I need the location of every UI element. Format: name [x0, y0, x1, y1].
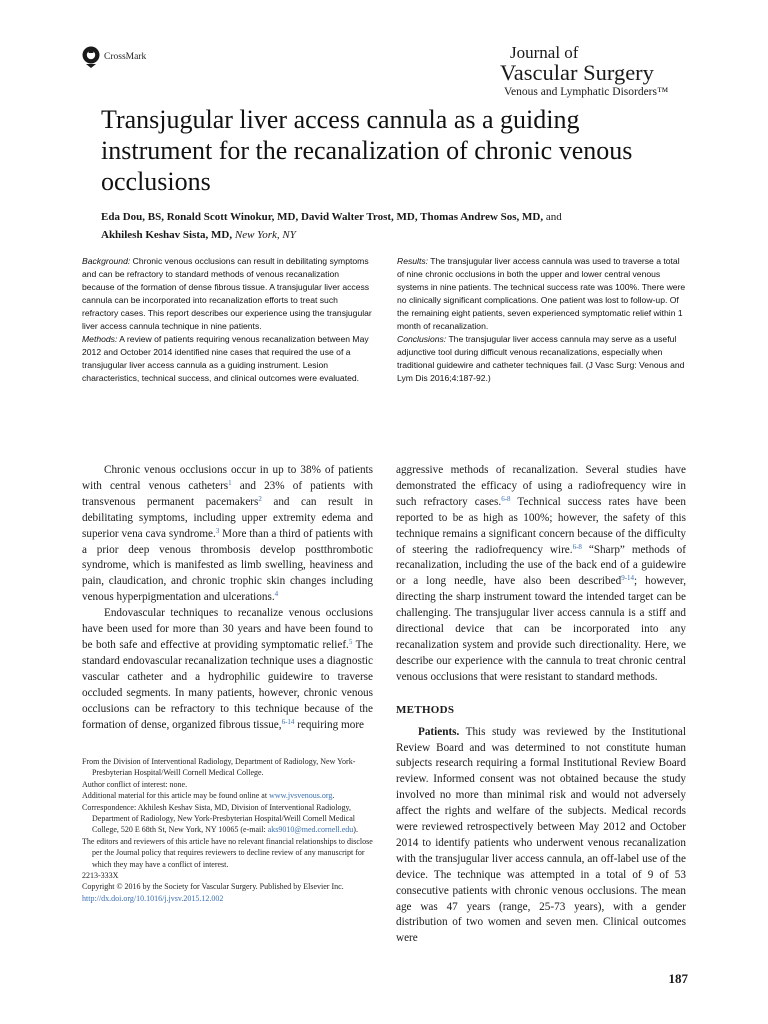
doi-link[interactable]: http://dx.doi.org/10.1016/j.jvsv.2015.12.002: [82, 893, 224, 903]
patients-heading: Patients.: [418, 725, 460, 738]
body-text: This study was reviewed by the Institutional Review Board and was determined to not constitute human subjects research requiring a formal Institutional Review Board review. Informed consent was not obtained because the study involved no more than minimal risk and would not adversely affect the rights and welfare of the subjects. Medical records were reviewed retrospectively between May 2012 and October 2014 to identify patients who underwent venous recanalization with the transjugular liver access cannula, an off-label use of the device. The technique was attempted in a total of 9 of 53 consecutive patients with chronic venous occlusions. The mean age was 47 years (range, 25-73 years), with a gender distribution of two women and seven men. Clinical outcomes were: [396, 725, 686, 945]
author-list: [101, 208, 661, 244]
abstract-background: [82, 255, 372, 333]
footnote-text: .: [332, 791, 335, 801]
reference-link[interactable]: 1: [228, 478, 232, 487]
author-and: and: [543, 211, 562, 223]
conclusions-label: Conclusions:: [397, 334, 447, 344]
body-text: aggressive methods of recanalization. Several studies have demonstrated the efficacy of using a radiofrequency wire in such refractory cases.: [396, 464, 686, 508]
footnote-correspondence: [82, 802, 373, 836]
body-paragraph: [396, 725, 686, 948]
footnote-additional: [82, 790, 373, 801]
body-paragraph: [82, 463, 373, 606]
body-text: The standard endovascular recanalization technique uses a diagnostic vascular catheter and a hydrophilic guidewire to traverse occluded segments. In many patients, however, chronic venous occlusions can be refractory to this technique because of the formation of dense, organized fibrous tissue,: [82, 638, 373, 731]
footnote-conflict: Author conflict of interest: none.: [82, 779, 188, 789]
reference-link[interactable]: 6-8: [572, 542, 582, 551]
page-number: 187: [668, 971, 688, 986]
reference-link[interactable]: 2: [258, 494, 262, 503]
journal-masthead: [500, 44, 680, 99]
footnote-issn: 2213-333X: [82, 871, 119, 881]
journal-name: Vascular Surgery: [500, 60, 654, 85]
methods-text: A review of patients requiring venous recanalization between May 2012 and October 2014 identified nine cases that required the use of a transjugular liver access cannula as a guiding instrument. Lesion characteristics, technical success, and clinical outcomes were evaluated.: [82, 334, 369, 383]
body-text: Chronic venous occlusions occur in up to 38% of patients with central venous catheters: [82, 464, 373, 492]
body-text: Technical success rates have been reported to be as high as 100%; however, the safety of this technique remains a significant concern because of the difficulty of steering the radiofrequency wire.: [396, 495, 686, 556]
reference-link[interactable]: 5: [348, 637, 353, 646]
abstract-results: [397, 255, 689, 333]
footnote-text: Correspondence: Akhilesh Keshav Sista, MD, Division of Interventional Radiology, Department of Radiology, New York-Presbyterian Hospital/Weill Cornell Medical College, 520 E 68th St, New York, NY 10065 (e-mail:: [82, 802, 356, 835]
footnote-text: ).: [353, 825, 358, 835]
background-text: Chronic venous occlusions can result in debilitating symptoms and can be refractory to standard methods of venous recanalization because of the formation of dense fibrous tissue. A transjugular liver access cannula can be incorporated into recanalization efforts to treat such refractory cases. This report describes our experience using the transjugular liver access cannula technique in nine patients.: [82, 256, 372, 331]
footnote-text: Additional material for this article may be found online at: [82, 791, 270, 801]
body-column-left: [82, 463, 373, 733]
body-paragraph: [396, 463, 686, 686]
body-text: “Sharp” methods of recanalization, including the use of the back end of a guidewire or a long needle, have also been described: [396, 543, 686, 588]
body-text: ; however, directing the sharp instrument toward the intended target can be challenging. The transjugular liver access cannula is a stiff and directional device that can be incorporated into any recanalization system and provide such directionality. Here, we describe our experience with the cannula to treat chronic central venous occlusions that were resistant to standard methods.: [396, 575, 686, 683]
reference-link[interactable]: 6-8: [501, 494, 511, 503]
reference-link[interactable]: 9-14: [621, 574, 635, 583]
body-text: More than a third of patients with a prior deep venous thrombosis develop postthrombotic syndrome, which is manifested as limb swelling, heaviness and pain, claudication, and chronic trophic skin changes including venous hyperpigmentation and ulcerations.: [82, 527, 373, 604]
journal-subtitle: Venous and Lymphatic Disorders™: [504, 86, 669, 98]
reference-link[interactable]: 4: [274, 590, 279, 599]
reference-link[interactable]: 3: [215, 526, 220, 535]
footnotes: [82, 756, 373, 904]
author-names: Eda Dou, BS, Ronald Scott Winokur, MD, David Walter Trost, MD, Thomas Andrew Sos, MD,: [101, 211, 544, 223]
journal-website-link[interactable]: www.jvsvenous.org: [269, 791, 333, 801]
crossmark-icon: [82, 45, 100, 69]
crossmark-label: CrossMark: [104, 52, 147, 62]
body-text: Endovascular techniques to recanalize venous occlusions have been used for more than 30 years and have been found to be both safe and effective at providing symptomatic relief.: [82, 607, 373, 651]
footnote-copyright: Copyright © 2016 by the Society for Vascular Surgery. Published by Elsevier Inc.: [82, 882, 344, 892]
reference-link[interactable]: 6-14: [281, 717, 295, 726]
body-column-right: [396, 463, 686, 947]
body-text: and can result in debilitating symptoms, including upper extremity edema and superior vena cava syndrome.: [82, 495, 373, 540]
body-text: requiring more: [294, 718, 365, 731]
footnote-affiliation: From the Division of Interventional Radiology, Department of Radiology, New York-Presbyterian Hospital/Weill Cornell Medical College.: [82, 757, 356, 778]
footnote-editors: The editors and reviewers of this article have no relevant financial relationships to disclose per the Journal policy that requires reviewers to decline review of any manuscript for which they may have a conflict of interest.: [82, 836, 373, 869]
abstract-methods: [82, 333, 372, 385]
body-paragraph: [82, 606, 373, 733]
abstract-left: [82, 255, 372, 385]
journal-line-1: Journal of: [510, 43, 579, 62]
results-label: Results:: [397, 256, 429, 266]
email-link[interactable]: aks9010@med.cornell.edu: [267, 825, 354, 835]
methods-heading: METHODS: [396, 703, 455, 716]
author-last: Akhilesh Keshav Sista, MD,: [101, 229, 233, 241]
results-text: The transjugular liver access cannula was used to traverse a total of nine chronic occlusions in both the upper and lower central venous systems in nine patients. The technical success rate was 100%. There were no clinically significant complications. One patient was lost to follow-up. Of the remaining eight patients, seven experienced symptomatic relief within 1 month of recanalization.: [397, 256, 686, 331]
abstract-conclusions: [397, 333, 689, 385]
abstract-right: [397, 255, 689, 385]
author-location: New York, NY: [234, 229, 296, 241]
body-text: and 23% of patients with transvenous permanent pacemakers: [82, 479, 373, 508]
methods-label: Methods:: [82, 334, 118, 344]
background-label: Background:: [82, 256, 131, 266]
article-title: Transjugular liver access cannula as a guiding instrument for the recanalization of chronic venous occlusions: [101, 105, 633, 196]
crossmark-badge[interactable]: [82, 45, 146, 69]
conclusions-text: The transjugular liver access cannula may serve as a useful adjunctive tool during difficult venous recanalizations, especially when traditional guidewire and catheter techniques fail. (J Vasc Surg: Venous and Lym Dis 2016;4:187-92.): [397, 334, 685, 383]
